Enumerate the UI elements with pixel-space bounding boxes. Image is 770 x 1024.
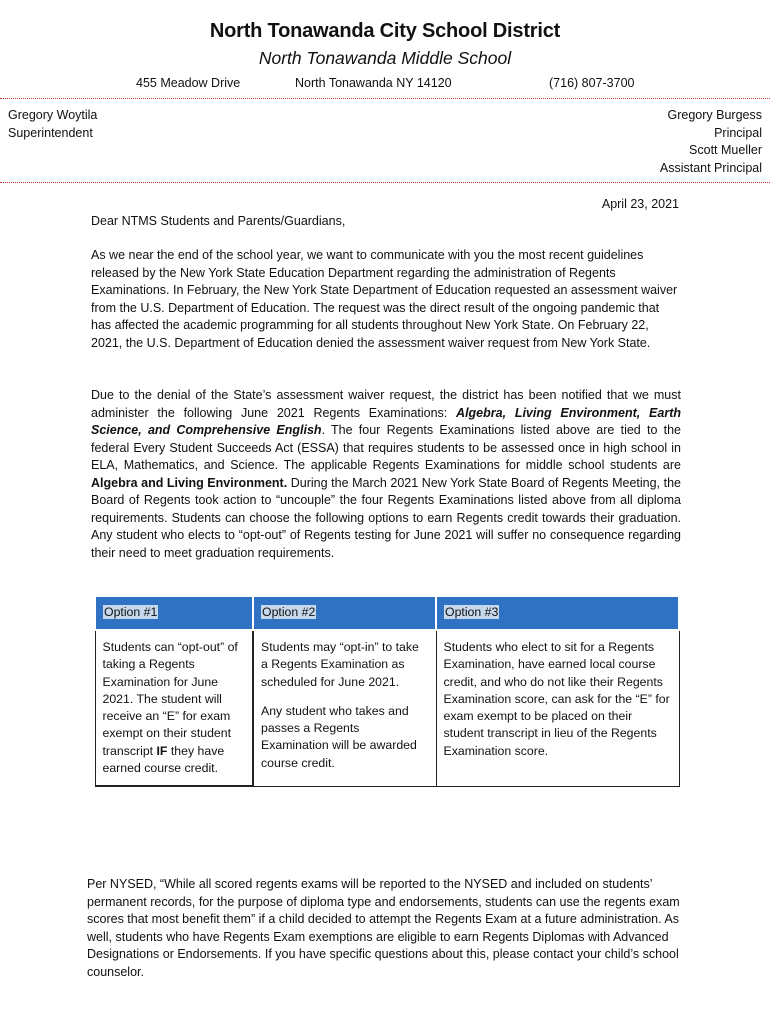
middle-school-exams: Algebra and Living Environment. — [91, 475, 288, 490]
street-address: 455 Meadow Drive — [136, 76, 241, 90]
options-table — [94, 595, 680, 787]
top-divider — [0, 98, 770, 99]
district-name: North Tonawanda City School District — [209, 20, 561, 42]
option-2-cell: Students may “opt-in” to take a Regents Examination as scheduled for June 2021. Any student who takes and passes a Regents Examination will be awarded course credit. — [253, 630, 436, 786]
salutation: Dear NTMS Students and Parents/Guardians, — [91, 214, 346, 228]
paragraph-2 — [91, 387, 681, 562]
school-name: North Tonawanda Middle School — [258, 48, 512, 68]
city-state-zip: North Tonawanda NY 14120 — [295, 76, 452, 90]
paragraph-1: As we near the end of the school year, we want to communicate with you the most recent guidelines released by the New York State Education Department regarding the administration of Regents Examinations. In February, the New York State Department of Education requested an assessment waiver from the U.S. Department of Education. The request was the direct result of the ongoing pandemic that has affected the academic programming for all students throughout New York State. On February 22, 2021, the U.S. Department of Education denied the assessment waiver request from New York State. — [91, 248, 678, 350]
assistant-principal-title: Assistant Principal — [659, 160, 762, 175]
option-2-header: Option #2 — [253, 596, 436, 630]
required-exams: Algebra, Living Environment, Earth Science, and Comprehensive English — [91, 405, 681, 437]
option-3-cell: Students who elect to sit for a Regents Examination, have earned local course credit, and who do not like their Regents Examination score, can ask for the “E” for exam exempt to be placed on their student transcript in lieu of the Regents Examination score. — [436, 630, 679, 786]
option-1-header: Option #1 — [95, 596, 253, 630]
phone-number: (716) 807-3700 — [549, 76, 635, 90]
superintendent-block — [8, 107, 97, 142]
superintendent-title: Superintendent — [8, 125, 93, 140]
paragraph-3: Per NYSED, “While all scored regents exams will be reported to the NYSED and included on students’ permanent records, for the purpose of diploma type and endorsements, students can use the regents exam scores that most benefit them” if a child decided to attempt the Regents Exam at a future administration. As well, students who have Regents Exam exemptions are eligible to earn Regents Diplomas with Advanced Designations or Endorsements. If you have specific questions about this, please contact your child’s school counselor. — [87, 877, 680, 979]
paragraph-2-intro: Due to the denial of the State’s assessment waiver request, the district has been notified that we must administer the following June 2021 Regents Examinations: — [91, 388, 681, 420]
header-divider — [0, 182, 770, 183]
option-3-header: Option #3 — [436, 596, 679, 630]
letter-date: April 23, 2021 — [601, 197, 679, 211]
principal-name: Gregory Burgess — [667, 108, 762, 122]
principal-title: Principal — [714, 125, 762, 140]
option-1-cell: Students can “opt-out” of taking a Regents Examination for June 2021. The student will receive an “E” for exam exempt on their student transcript IF they have earned course credit. — [95, 630, 253, 786]
paragraph-2-essa: . The four Regents Examinations listed above are tied to the federal Every Student Succeeds Act (ESSA) that requires students to be assessed once in high school in ELA, Mathematics, and Science. The applicable Regents Examinations for middle school students are — [91, 423, 681, 472]
superintendent-name: Gregory Woytila — [8, 108, 98, 122]
assistant-principal-name: Scott Mueller — [689, 143, 762, 157]
principal-block — [660, 107, 762, 177]
paragraph-2-uncouple: During the March 2021 New York State Board of Regents Meeting, the Board of Regents took action to “uncouple” the four Regents Examinations listed above from all diploma requirements. Students can choose the following options to earn Regents credit towards their graduation. Any student who elects to “opt-out” of Regents testing for June 2021 will suffer no consequence regarding their need to meet graduation requirements. — [91, 475, 681, 560]
